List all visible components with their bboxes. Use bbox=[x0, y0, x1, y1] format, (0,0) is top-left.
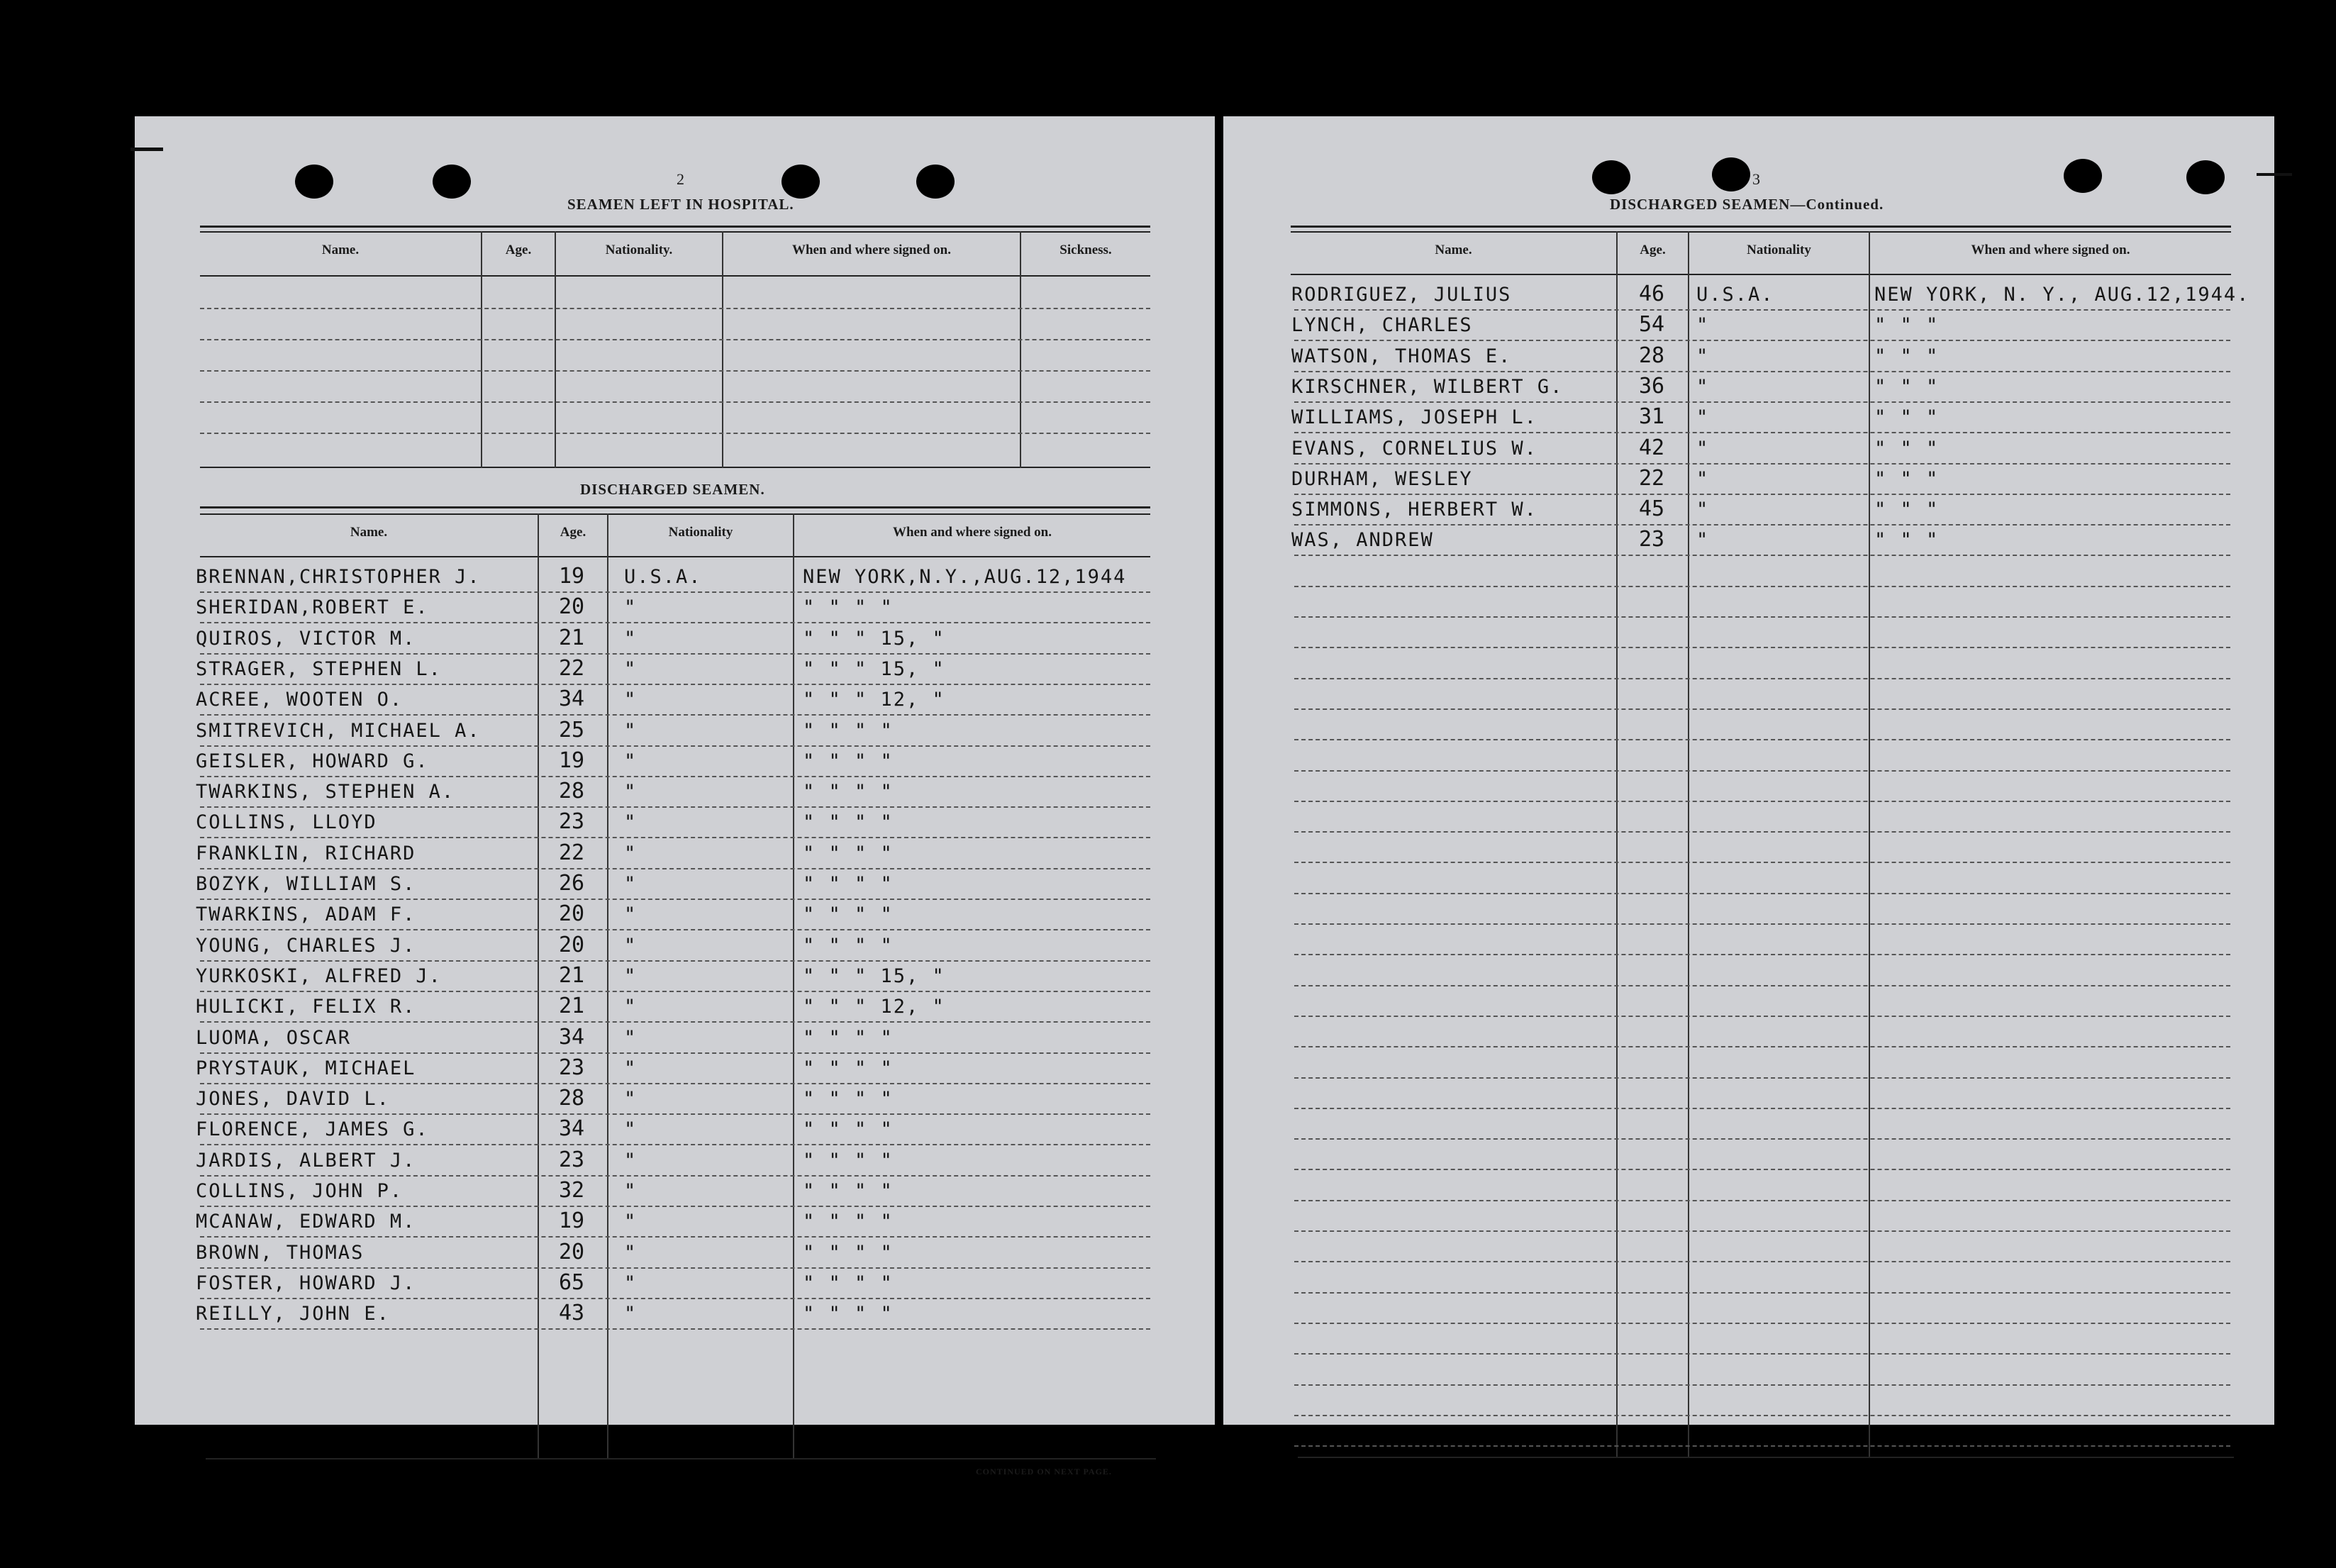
seaman-age: 23 bbox=[1639, 527, 1665, 552]
signed-on: NEW YORK,N.Y.,AUG.12,1944 bbox=[803, 566, 1127, 588]
signed-on: " " " " bbox=[803, 750, 894, 772]
seaman-nationality: " bbox=[1696, 499, 1710, 521]
signed-on: " " " 15, " bbox=[803, 658, 945, 680]
seaman-nationality: " bbox=[624, 1088, 638, 1110]
signed-on: " " " bbox=[1874, 529, 1940, 551]
seaman-nationality: " bbox=[624, 811, 638, 833]
entry-line bbox=[200, 899, 1150, 900]
page-number: 3 bbox=[1752, 170, 1760, 188]
seaman-nationality: " bbox=[624, 1150, 638, 1172]
entry-line bbox=[1294, 616, 2230, 618]
entry-line bbox=[1294, 309, 2230, 311]
scan-artifact bbox=[2257, 173, 2292, 176]
entry-line bbox=[200, 1083, 1150, 1084]
signed-on: " " " bbox=[1874, 314, 1940, 336]
entry-line bbox=[200, 806, 1150, 808]
seaman-age: 22 bbox=[559, 656, 585, 681]
seaman-age: 28 bbox=[559, 779, 585, 804]
seaman-age: 42 bbox=[1639, 435, 1665, 460]
seaman-age: 28 bbox=[1639, 343, 1665, 368]
entry-line bbox=[200, 991, 1150, 992]
seaman-age: 23 bbox=[559, 809, 585, 834]
entry-line bbox=[1294, 647, 2230, 648]
seaman-nationality: " bbox=[624, 903, 638, 925]
seaman-nationality: " bbox=[624, 1027, 638, 1049]
entry-line bbox=[200, 1328, 1150, 1330]
seaman-name: BROWN, THOMAS bbox=[196, 1242, 365, 1264]
seaman-age: 20 bbox=[559, 1240, 585, 1264]
seaman-age: 20 bbox=[559, 901, 585, 926]
entry-line bbox=[1294, 1323, 2230, 1324]
signed-on: " " " " bbox=[803, 1272, 894, 1294]
signed-on: " " " bbox=[1874, 406, 1940, 428]
entry-line bbox=[1294, 862, 2230, 863]
table-rule bbox=[1291, 231, 2231, 233]
seaman-age: 36 bbox=[1639, 374, 1665, 399]
seaman-age: 46 bbox=[1639, 282, 1665, 306]
seaman-nationality: " bbox=[1696, 529, 1710, 551]
seaman-nationality: " bbox=[1696, 438, 1710, 460]
seaman-name: QUIROS, VICTOR M. bbox=[196, 628, 416, 650]
seaman-age: 65 bbox=[559, 1270, 585, 1295]
column-divider bbox=[1688, 231, 1689, 1457]
seaman-nationality: " bbox=[624, 628, 638, 650]
seaman-age: 19 bbox=[559, 564, 585, 589]
seaman-name: SIMMONS, HERBERT W. bbox=[1291, 499, 1537, 521]
seaman-name: ACREE, WOOTEN O. bbox=[196, 689, 404, 711]
entry-line bbox=[1294, 678, 2230, 679]
seaman-age: 23 bbox=[559, 1055, 585, 1080]
seaman-name: GEISLER, HOWARD G. bbox=[196, 750, 429, 772]
seaman-age: 28 bbox=[559, 1086, 585, 1111]
table-rule bbox=[1298, 1457, 2234, 1458]
seaman-name: LUOMA, OSCAR bbox=[196, 1027, 352, 1049]
seaman-name: YOUNG, CHARLES J. bbox=[196, 935, 416, 957]
seaman-nationality: U.S.A. bbox=[624, 566, 702, 588]
seaman-nationality: " bbox=[624, 1057, 638, 1079]
seaman-name: WAS, ANDREW bbox=[1291, 529, 1434, 551]
signed-on: " " " 12, " bbox=[803, 996, 945, 1018]
seaman-nationality: " bbox=[624, 873, 638, 895]
seaman-name: YURKOSKI, ALFRED J. bbox=[196, 965, 442, 987]
entry-line bbox=[1294, 801, 2230, 802]
seaman-age: 31 bbox=[1639, 404, 1665, 429]
table-rule bbox=[200, 506, 1150, 508]
entry-line bbox=[1294, 1415, 2230, 1416]
entry-line bbox=[1294, 555, 2230, 556]
column-divider bbox=[607, 513, 608, 1458]
entry-line bbox=[1294, 1384, 2230, 1386]
entry-line bbox=[200, 370, 1150, 372]
seaman-nationality: U.S.A. bbox=[1696, 284, 1774, 306]
column-divider bbox=[1869, 231, 1870, 1457]
column-header-when-where: When and where signed on. bbox=[892, 525, 1052, 540]
entry-line bbox=[1294, 586, 2230, 587]
column-header-age: Age. bbox=[1640, 243, 1666, 257]
entry-line bbox=[1294, 1108, 2230, 1109]
entry-line bbox=[1294, 923, 2230, 925]
seaman-name: PRYSTAUK, MICHAEL bbox=[196, 1057, 416, 1079]
seaman-nationality: " bbox=[624, 1303, 638, 1325]
seaman-age: 25 bbox=[559, 718, 585, 743]
seaman-nationality: " bbox=[624, 843, 638, 864]
seaman-name: RODRIGUEZ, JULIUS bbox=[1291, 284, 1512, 306]
column-header-age: Age. bbox=[505, 243, 532, 257]
entry-line bbox=[1294, 1292, 2230, 1294]
seaman-name: HULICKI, FELIX R. bbox=[196, 996, 416, 1018]
punch-hole bbox=[916, 165, 955, 199]
entry-line bbox=[1294, 1230, 2230, 1232]
column-header-sickness: Sickness. bbox=[1059, 243, 1112, 257]
seaman-nationality: " bbox=[624, 689, 638, 711]
entry-line bbox=[1294, 770, 2230, 772]
entry-line bbox=[200, 1113, 1150, 1115]
entry-line bbox=[1294, 985, 2230, 986]
entry-line bbox=[200, 339, 1150, 340]
signed-on: " " " " bbox=[803, 596, 894, 618]
seaman-name: JARDIS, ALBERT J. bbox=[196, 1150, 416, 1172]
entry-line bbox=[200, 308, 1150, 309]
entry-line bbox=[1294, 739, 2230, 740]
entry-line bbox=[200, 401, 1150, 403]
column-header-age: Age. bbox=[560, 525, 586, 540]
column-header-nationality: Nationality. bbox=[605, 243, 673, 257]
signed-on: " " " " bbox=[803, 1211, 894, 1233]
entry-line bbox=[1294, 954, 2230, 955]
seaman-age: 19 bbox=[559, 748, 585, 773]
seaman-nationality: " bbox=[624, 965, 638, 987]
discharged-continued-title: DISCHARGED SEAMEN—Continued. bbox=[1610, 196, 1884, 213]
entry-line bbox=[1294, 524, 2230, 526]
entry-line bbox=[200, 684, 1150, 685]
table-rule bbox=[1291, 274, 2231, 275]
seaman-name: FOSTER, HOWARD J. bbox=[196, 1272, 416, 1294]
entry-line bbox=[200, 868, 1150, 869]
signed-on: " " " " bbox=[803, 873, 894, 895]
signed-on: " " " bbox=[1874, 499, 1940, 521]
signed-on: " " " 15, " bbox=[803, 965, 945, 987]
column-header-name: Name. bbox=[321, 243, 360, 257]
entry-line bbox=[1294, 1138, 2230, 1140]
entry-line bbox=[200, 1144, 1150, 1145]
entry-line bbox=[200, 653, 1150, 655]
seaman-name: BOZYK, WILLIAM S. bbox=[196, 873, 416, 895]
entry-line bbox=[1294, 708, 2230, 710]
entry-line bbox=[1294, 432, 2230, 433]
seaman-age: 21 bbox=[559, 994, 585, 1018]
right-page bbox=[1223, 116, 2274, 1425]
seaman-age: 34 bbox=[559, 686, 585, 711]
seaman-name: COLLINS, JOHN P. bbox=[196, 1180, 404, 1202]
table-rule bbox=[200, 275, 1150, 277]
entry-line bbox=[200, 1175, 1150, 1177]
signed-on: " " " " bbox=[803, 1057, 894, 1079]
punch-hole bbox=[782, 165, 820, 199]
table-rule bbox=[200, 226, 1150, 228]
entry-line bbox=[1294, 1077, 2230, 1079]
entry-line bbox=[200, 1298, 1150, 1299]
signed-on: " " " " bbox=[803, 811, 894, 833]
punch-hole bbox=[295, 165, 333, 199]
seaman-age: 34 bbox=[559, 1025, 585, 1050]
entry-line bbox=[200, 1206, 1150, 1207]
seaman-age: 20 bbox=[559, 933, 585, 957]
entry-line bbox=[1294, 1046, 2230, 1047]
seaman-name: JONES, DAVID L. bbox=[196, 1088, 390, 1110]
seaman-nationality: " bbox=[624, 935, 638, 957]
seaman-name: WATSON, THOMAS E. bbox=[1291, 345, 1512, 367]
column-header-nationality: Nationality bbox=[668, 525, 733, 540]
entry-line bbox=[1294, 1200, 2230, 1201]
column-divider bbox=[538, 513, 539, 1458]
seaman-name: DURHAM, WESLEY bbox=[1291, 468, 1473, 490]
seaman-nationality: " bbox=[1696, 468, 1710, 490]
entry-line bbox=[1294, 463, 2230, 465]
signed-on: " " " " bbox=[803, 1088, 894, 1110]
seaman-nationality: " bbox=[1696, 345, 1710, 367]
seaman-name: STRAGER, STEPHEN L. bbox=[196, 658, 442, 680]
entry-line bbox=[200, 745, 1150, 747]
seaman-name: SHERIDAN,ROBERT E. bbox=[196, 596, 429, 618]
seaman-name: LYNCH, CHARLES bbox=[1291, 314, 1473, 336]
seaman-nationality: " bbox=[1696, 376, 1710, 398]
signed-on: " " " " bbox=[803, 843, 894, 864]
signed-on: " " " bbox=[1874, 345, 1940, 367]
signed-on: " " " " bbox=[803, 1303, 894, 1325]
seaman-nationality: " bbox=[624, 781, 638, 803]
seaman-name: FRANKLIN, RICHARD bbox=[196, 843, 416, 864]
signed-on: " " " bbox=[1874, 438, 1940, 460]
discharged-table-title: DISCHARGED SEAMEN. bbox=[580, 481, 765, 498]
entry-line bbox=[200, 591, 1150, 593]
punch-hole bbox=[1712, 157, 1750, 191]
column-header-when-where: When and where signed on. bbox=[791, 243, 951, 257]
entry-line bbox=[1294, 1016, 2230, 1017]
seaman-nationality: " bbox=[624, 1211, 638, 1233]
table-rule bbox=[200, 556, 1150, 557]
punch-hole bbox=[1592, 160, 1630, 194]
seaman-nationality: " bbox=[624, 1180, 638, 1202]
seaman-name: BRENNAN,CHRISTOPHER J. bbox=[196, 566, 481, 588]
seaman-name: EVANS, CORNELIUS W. bbox=[1291, 438, 1537, 460]
signed-on: " " " bbox=[1874, 468, 1940, 490]
seaman-age: 23 bbox=[559, 1147, 585, 1172]
entry-line bbox=[200, 1021, 1150, 1023]
signed-on: NEW YORK, N. Y., AUG.12,1944. bbox=[1874, 284, 2250, 306]
punch-hole bbox=[2186, 160, 2225, 194]
entry-line bbox=[200, 1267, 1150, 1269]
punch-hole bbox=[2064, 159, 2102, 193]
seaman-nationality: " bbox=[624, 1242, 638, 1264]
seaman-name: KIRSCHNER, WILBERT G. bbox=[1291, 376, 1564, 398]
signed-on: " " " " bbox=[803, 1180, 894, 1202]
column-header-when-where: When and where signed on. bbox=[1971, 243, 2130, 257]
seaman-name: WILLIAMS, JOSEPH L. bbox=[1291, 406, 1537, 428]
seaman-nationality: " bbox=[624, 1118, 638, 1140]
seaman-age: 22 bbox=[559, 840, 585, 865]
continued-note: CONTINUED ON NEXT PAGE. bbox=[976, 1467, 1112, 1477]
seaman-age: 43 bbox=[559, 1301, 585, 1325]
signed-on: " " " " bbox=[803, 935, 894, 957]
seaman-age: 22 bbox=[1639, 466, 1665, 491]
entry-line bbox=[1294, 401, 2230, 403]
entry-line bbox=[1294, 340, 2230, 341]
entry-line bbox=[200, 714, 1150, 716]
entry-line bbox=[1294, 831, 2230, 833]
table-rule bbox=[206, 1458, 1156, 1459]
column-header-nationality: Nationality bbox=[1747, 243, 1811, 257]
column-header-name: Name. bbox=[1435, 243, 1472, 257]
entry-line bbox=[1294, 1445, 2230, 1447]
entry-line bbox=[1294, 1169, 2230, 1170]
seaman-age: 32 bbox=[559, 1178, 585, 1203]
entry-line bbox=[1294, 1261, 2230, 1262]
column-header-name: Name. bbox=[350, 525, 388, 540]
scan-artifact bbox=[130, 148, 163, 151]
signed-on: " " " " bbox=[803, 1118, 894, 1140]
seaman-nationality: " bbox=[624, 596, 638, 618]
entry-line bbox=[200, 960, 1150, 962]
entry-line bbox=[200, 837, 1150, 838]
seaman-age: 19 bbox=[559, 1208, 585, 1233]
entry-line bbox=[200, 776, 1150, 777]
seaman-age: 45 bbox=[1639, 496, 1665, 521]
signed-on: " " " 15, " bbox=[803, 628, 945, 650]
signed-on: " " " " bbox=[803, 1150, 894, 1172]
seaman-name: REILLY, JOHN E. bbox=[196, 1303, 390, 1325]
column-divider bbox=[793, 513, 794, 1458]
seaman-age: 20 bbox=[559, 594, 585, 619]
entry-line bbox=[1294, 893, 2230, 894]
hospital-table-title: SEAMEN LEFT IN HOSPITAL. bbox=[567, 196, 794, 213]
signed-on: " " " bbox=[1874, 376, 1940, 398]
seaman-name: COLLINS, LLOYD bbox=[196, 811, 377, 833]
seaman-age: 21 bbox=[559, 963, 585, 988]
signed-on: " " " 12, " bbox=[803, 689, 945, 711]
table-rule bbox=[200, 467, 1150, 468]
seaman-age: 34 bbox=[559, 1116, 585, 1141]
entry-line bbox=[200, 1236, 1150, 1238]
table-rule bbox=[200, 513, 1150, 515]
left-page bbox=[135, 116, 1215, 1477]
table-rule bbox=[200, 231, 1150, 233]
seaman-name: SMITREVICH, MICHAEL A. bbox=[196, 720, 481, 742]
seaman-name: MCANAW, EDWARD M. bbox=[196, 1211, 416, 1233]
seaman-nationality: " bbox=[624, 658, 638, 680]
seaman-nationality: " bbox=[1696, 314, 1710, 336]
entry-line bbox=[1294, 371, 2230, 372]
entry-line bbox=[1294, 494, 2230, 495]
seaman-name: TWARKINS, ADAM F. bbox=[196, 903, 416, 925]
seaman-nationality: " bbox=[1696, 406, 1710, 428]
seaman-age: 26 bbox=[559, 871, 585, 896]
signed-on: " " " " bbox=[803, 1027, 894, 1049]
signed-on: " " " " bbox=[803, 781, 894, 803]
signed-on: " " " " bbox=[803, 903, 894, 925]
punch-hole bbox=[433, 165, 471, 199]
entry-line bbox=[200, 622, 1150, 623]
entry-line bbox=[200, 929, 1150, 930]
signed-on: " " " " bbox=[803, 720, 894, 742]
seaman-name: TWARKINS, STEPHEN A. bbox=[196, 781, 455, 803]
seaman-name: FLORENCE, JAMES G. bbox=[196, 1118, 429, 1140]
entry-line bbox=[200, 433, 1150, 434]
signed-on: " " " " bbox=[803, 1242, 894, 1264]
page-number: 2 bbox=[677, 170, 684, 188]
column-divider bbox=[1616, 231, 1618, 1457]
seaman-age: 54 bbox=[1639, 312, 1665, 337]
seaman-nationality: " bbox=[624, 750, 638, 772]
seaman-nationality: " bbox=[624, 996, 638, 1018]
table-rule bbox=[1291, 226, 2231, 228]
entry-line bbox=[1294, 1353, 2230, 1355]
seaman-nationality: " bbox=[624, 720, 638, 742]
seaman-age: 21 bbox=[559, 625, 585, 650]
entry-line bbox=[200, 1052, 1150, 1054]
seaman-nationality: " bbox=[624, 1272, 638, 1294]
